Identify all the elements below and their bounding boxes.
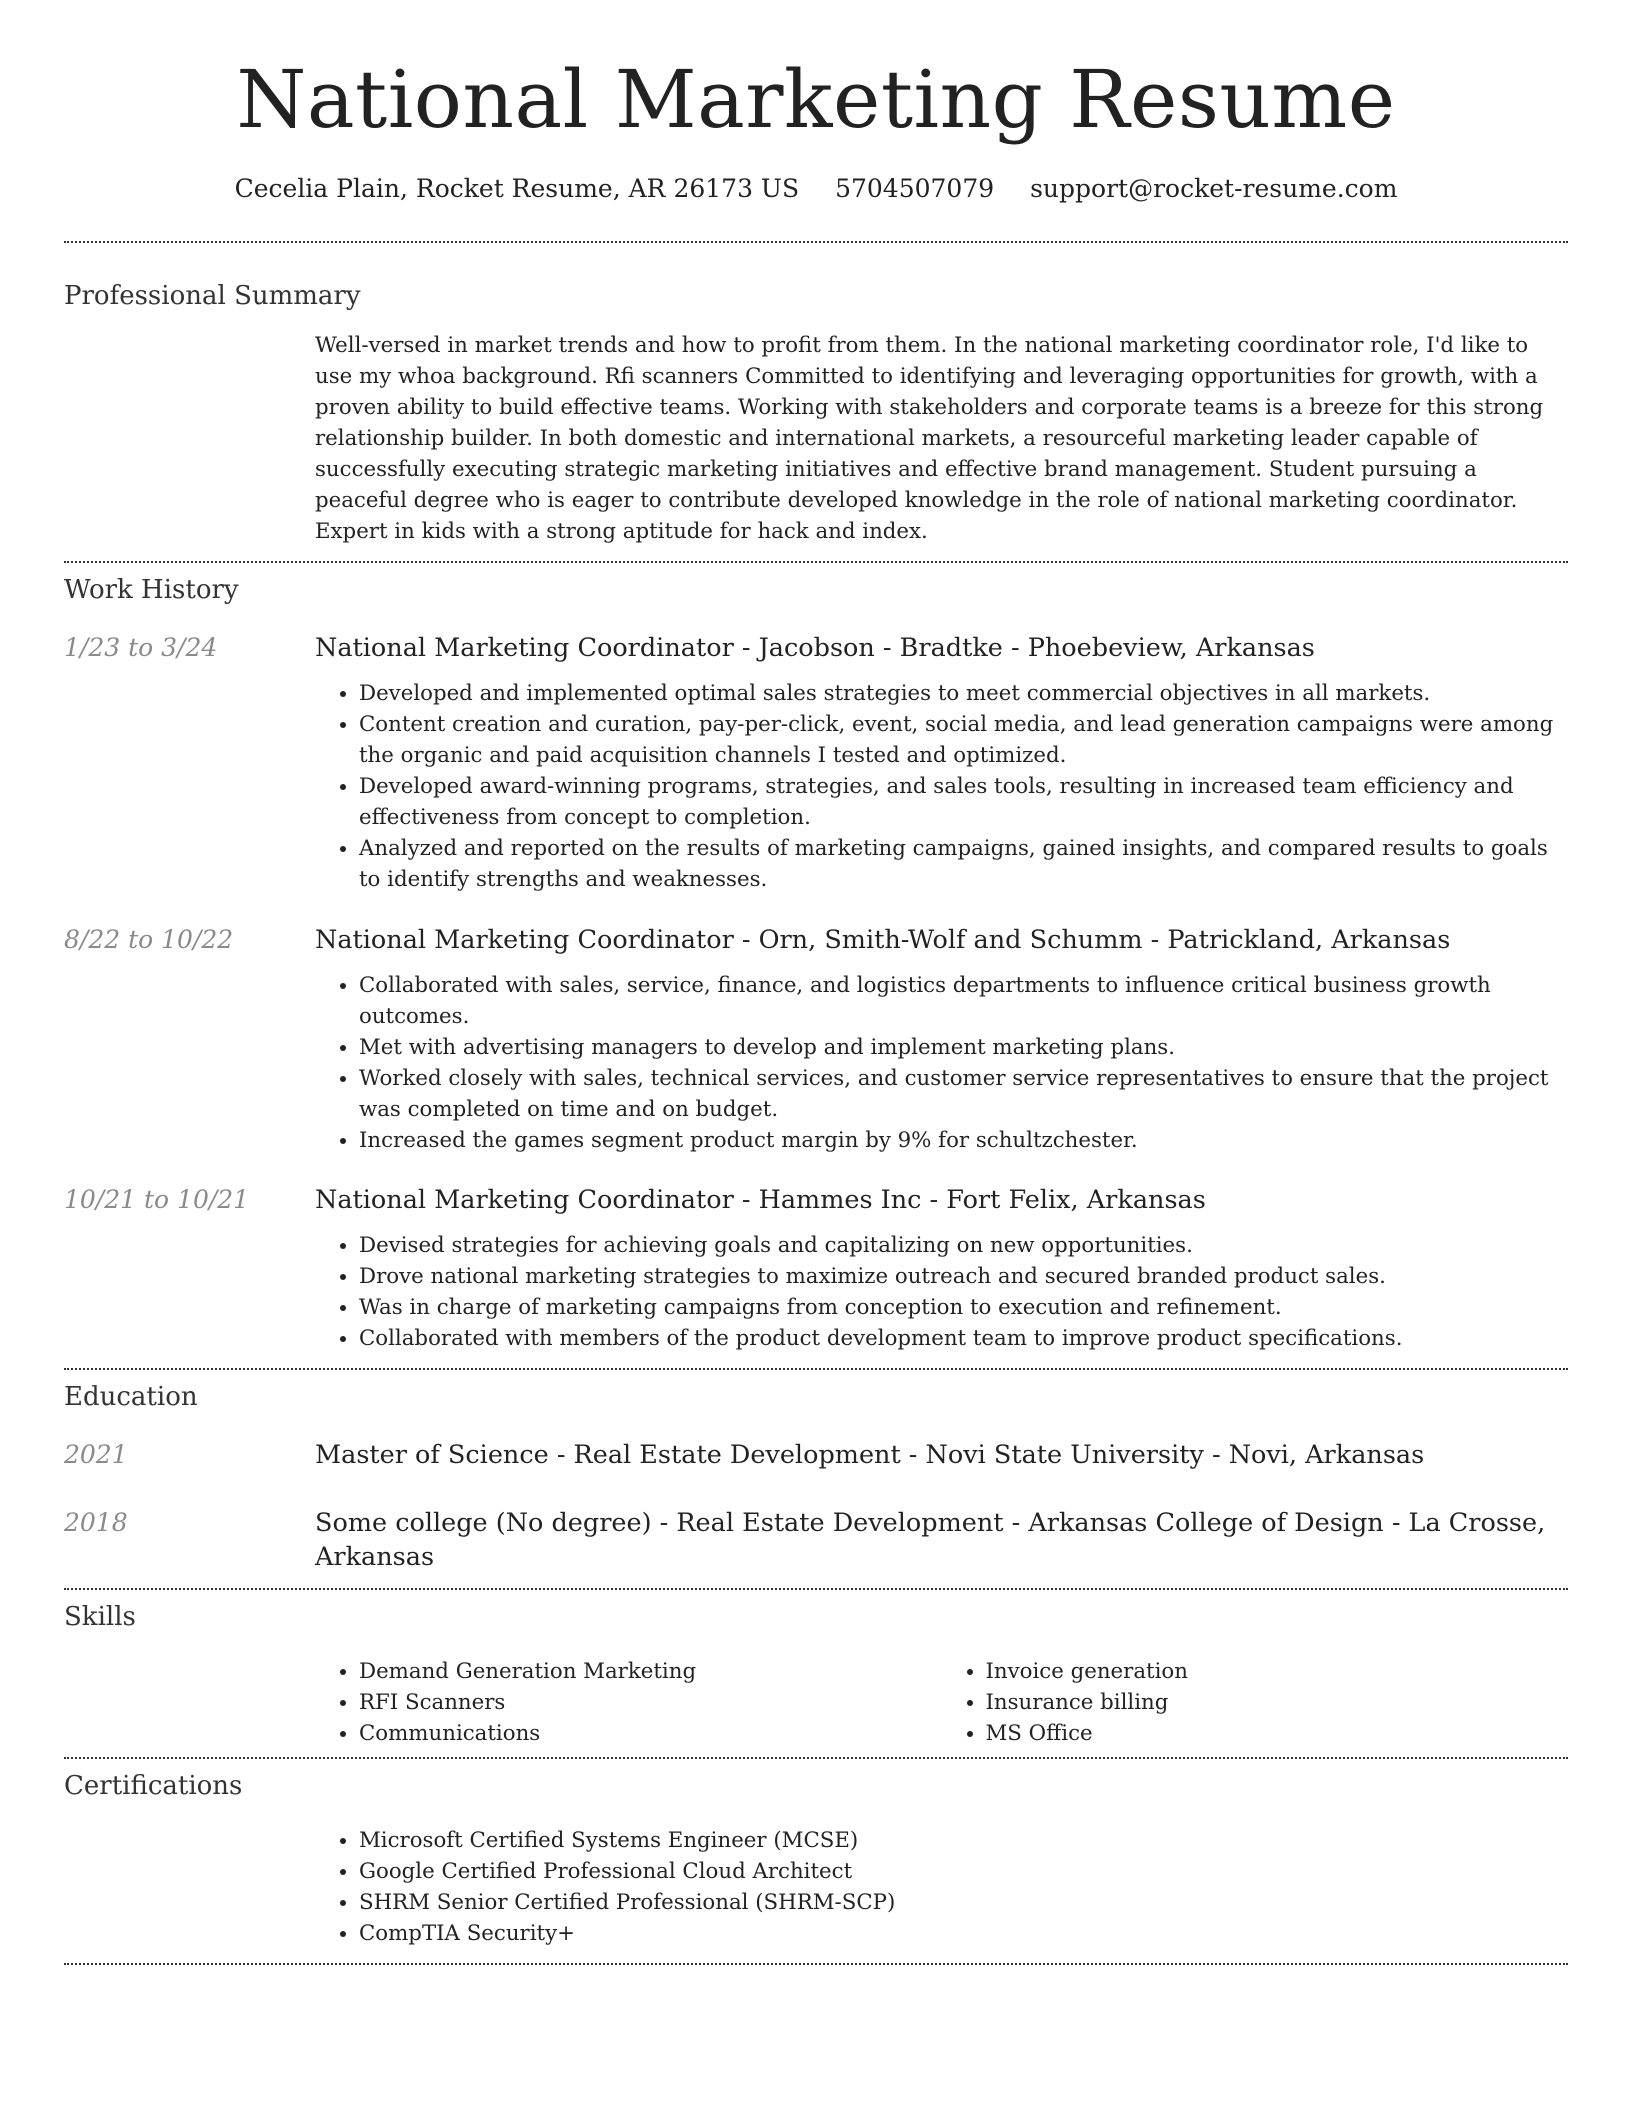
list-item: • Increased the games segment product margin by 9% for schultzchester.	[359, 1125, 1568, 1156]
list-item: • RFI Scanners	[359, 1687, 942, 1718]
job-date: 8/22 to 10/22	[64, 925, 234, 954]
list-item: • Invoice generation	[986, 1656, 1569, 1687]
list-item: • Was in charge of marketing campaigns from conception to execution and refinement.	[359, 1292, 1568, 1323]
summary-section	[64, 243, 1568, 561]
list-item: • MS Office	[986, 1718, 1569, 1749]
list-item: • Met with advertising managers to develop and implement marketing plans.	[359, 1032, 1568, 1063]
list-item: • Worked closely with sales, technical services, and customer service representatives to ensure that the project was completed on time and on budget.	[359, 1063, 1568, 1125]
list-item: • Drove national marketing strategies to maximize outreach and secured branded product sales.	[359, 1261, 1568, 1292]
list-item: • Collaborated with members of the product development team to improve product specifications.	[359, 1323, 1568, 1354]
job-bullets	[315, 1230, 1568, 1354]
job-date: 1/23 to 3/24	[64, 633, 218, 662]
list-item: • Insurance billing	[986, 1687, 1569, 1718]
section-title-summary: Professional Summary	[64, 281, 361, 311]
section-title-work: Work History	[64, 575, 239, 605]
certifications-list	[315, 1825, 1568, 1949]
contact-email: support@rocket-resume.com	[1030, 174, 1398, 203]
divider	[64, 1963, 1568, 1965]
job-entry	[64, 1183, 1568, 1354]
job-entry	[64, 631, 1568, 895]
job-bullets	[315, 970, 1568, 1156]
contact-phone: 5704507079	[835, 174, 995, 203]
certifications-section	[64, 1759, 1568, 1963]
list-item: • Collaborated with sales, service, finance, and logistics departments to influence critical business growth outcomes.	[359, 970, 1568, 1032]
job-date: 10/21 to 10/21	[64, 1185, 250, 1214]
skills-list-left	[315, 1656, 942, 1749]
job-title: National Marketing Coordinator - Hammes Inc - Fort Felix, Arkansas	[315, 1185, 1206, 1215]
summary-text: Well-versed in market trends and how to profit from them. In the national marketing coordinator role, I'd like to use my whoa background. Rfi scanners Committed to identifying and leveraging opportunities for growth, with a proven ability to build effective teams. Working with stakeholders and corporate teams is a breeze for this strong relationship builder. In both domestic and international markets, a resourceful marketing leader capable of successfully executing strategic marketing initiatives and effective brand management. Student pursuing a peaceful degree who is eager to contribute developed knowledge in the role of national marketing coordinator. Expert in kids with a strong aptitude for hack and index.	[315, 333, 1544, 544]
education-degree: Some college (No degree) - Real Estate Development - Arkansas College of Design - La Crosse, Arkansas	[315, 1508, 1546, 1572]
job-title: National Marketing Coordinator - Orn, Smith-Wolf and Schumm - Patrickland, Arkansas	[315, 925, 1451, 955]
list-item: • Demand Generation Marketing	[359, 1656, 942, 1687]
contact-line	[64, 172, 1568, 206]
list-item: • Microsoft Certified Systems Engineer (MCSE)	[359, 1825, 1568, 1856]
education-date: 2018	[64, 1508, 128, 1537]
list-item: • CompTIA Security+	[359, 1918, 1568, 1949]
education-section	[64, 1370, 1568, 1588]
job-entry	[64, 923, 1568, 1156]
list-item: • SHRM Senior Certified Professional (SHRM-SCP)	[359, 1887, 1568, 1918]
skills-section	[64, 1590, 1568, 1757]
list-item: • Developed award-winning programs, strategies, and sales tools, resulting in increased team efficiency and effectiveness from concept to completion.	[359, 771, 1568, 833]
list-item: • Devised strategies for achieving goals and capitalizing on new opportunities.	[359, 1230, 1568, 1261]
resume-title: National Marketing Resume	[236, 53, 1396, 146]
list-item: • Analyzed and reported on the results of marketing campaigns, gained insights, and compared results to goals to identify strengths and weaknesses.	[359, 833, 1568, 895]
job-title: National Marketing Coordinator - Jacobson - Bradtke - Phoebeview, Arkansas	[315, 633, 1315, 663]
list-item: • Content creation and curation, pay-per-click, event, social media, and lead generation campaigns were among the organic and paid acquisition channels I tested and optimized.	[359, 709, 1568, 771]
list-item: • Communications	[359, 1718, 942, 1749]
education-entry	[64, 1506, 1568, 1574]
education-degree: Master of Science - Real Estate Development - Novi State University - Novi, Arkansas	[315, 1440, 1425, 1470]
list-item: • Developed and implemented optimal sales strategies to meet commercial objectives in all markets.	[359, 678, 1568, 709]
education-entry	[64, 1438, 1568, 1472]
work-section	[64, 563, 1568, 1368]
section-title-certifications: Certifications	[64, 1771, 243, 1801]
section-title-skills: Skills	[64, 1602, 136, 1632]
list-item: • Google Certified Professional Cloud Architect	[359, 1856, 1568, 1887]
contact-address: Cecelia Plain, Rocket Resume, AR 26173 US	[234, 174, 800, 203]
skills-list-right	[942, 1656, 1569, 1749]
job-bullets	[315, 678, 1568, 895]
section-title-education: Education	[64, 1382, 198, 1412]
education-date: 2021	[64, 1440, 128, 1469]
